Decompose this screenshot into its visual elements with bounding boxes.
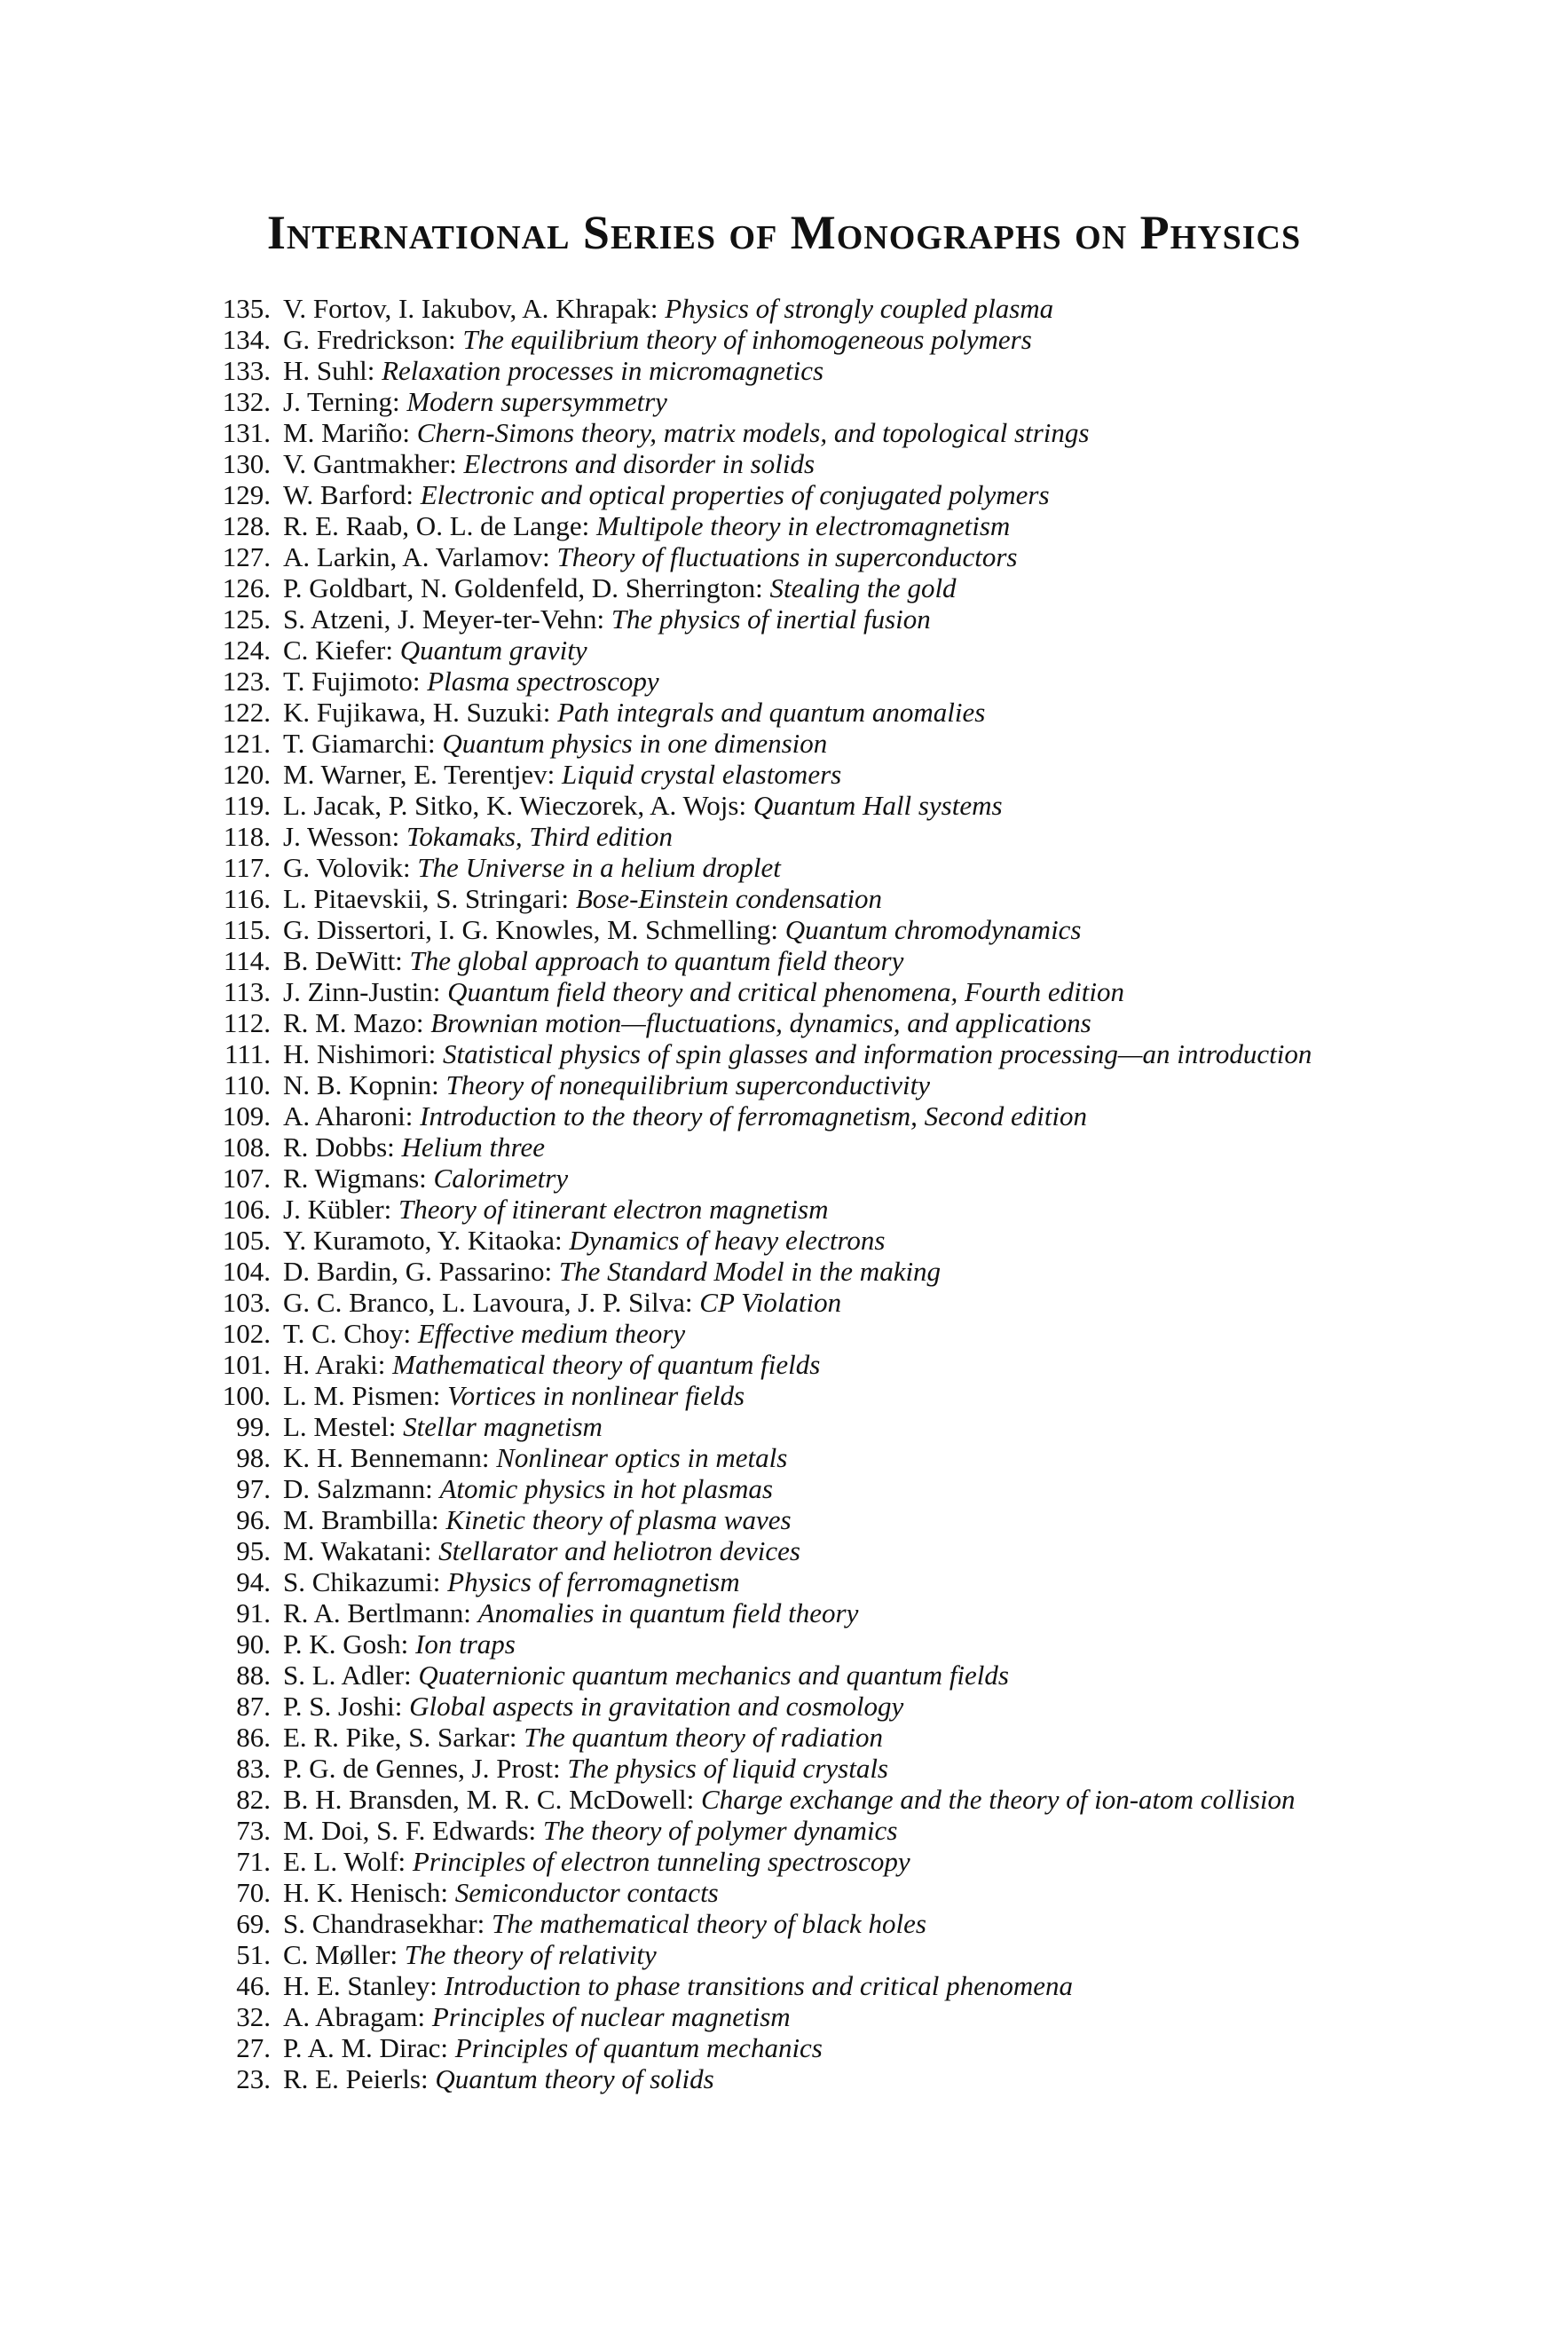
list-item [209, 1131, 1415, 1163]
entry-authors: E. R. Pike, S. Sarkar: [283, 1722, 517, 1753]
entry-authors: R. M. Mazo: [283, 1007, 424, 1038]
entry-number: 112. [223, 1007, 271, 1038]
entry-title: Quantum theory of solids [435, 2063, 714, 2094]
entry-title: The global approach to quantum field theory [409, 945, 904, 976]
entry-title: Stealing the gold [769, 572, 957, 603]
entry-authors: P. G. de Gennes, J. Prost: [283, 1753, 561, 1784]
list-item [209, 541, 1415, 572]
entry-number: 134. [222, 324, 271, 355]
entry-title: Relaxation processes in micromagnetics [382, 355, 824, 386]
entry-authors: G. Fredrickson: [283, 324, 456, 355]
entry-title: Statistical physics of spin glasses and information processing—an introduction [442, 1038, 1312, 1069]
entry-body [283, 883, 1415, 914]
entry-body [283, 2001, 1415, 2032]
entry-body [283, 945, 1415, 976]
list-item [209, 821, 1415, 852]
list-item [209, 603, 1415, 635]
list-item [209, 1100, 1415, 1131]
entry-title: Quantum Hall systems [752, 790, 1003, 821]
entry-number: 131. [222, 417, 271, 448]
entry-number: 83. [236, 1753, 271, 1784]
list-item [209, 1877, 1415, 1908]
list-item [209, 2001, 1415, 2032]
list-item [209, 976, 1415, 1007]
entry-body [283, 1566, 1415, 1597]
entry-body [283, 1473, 1415, 1504]
entry-number: 117. [223, 852, 271, 883]
entry-body [283, 1815, 1415, 1846]
list-item [209, 1628, 1415, 1660]
entry-number: 126. [222, 572, 271, 603]
entry-authors: A. Larkin, A. Varlamov: [283, 541, 550, 572]
entry-number: 115. [223, 914, 271, 945]
entry-authors: D. Salzmann: [283, 1473, 433, 1504]
entry-title: Global aspects in gravitation and cosmology [409, 1691, 904, 1722]
list-item [209, 1194, 1415, 1225]
entry-number: 116. [223, 883, 271, 914]
list-item [209, 666, 1415, 697]
entry-body [283, 759, 1415, 790]
entry-title: Ion traps [415, 1628, 516, 1660]
entry-number: 70. [236, 1877, 271, 1908]
list-item [209, 1287, 1415, 1318]
entry-title: Chern-Simons theory, matrix models, and topological strings [416, 417, 1090, 448]
entry-title: Liquid crystal elastomers [562, 759, 842, 790]
list-item [209, 417, 1415, 448]
entry-body [283, 448, 1415, 479]
list-item [209, 759, 1415, 790]
entry-authors: P. Goldbart, N. Goldenfeld, D. Sherrington: [283, 572, 763, 603]
list-item [209, 572, 1415, 603]
entry-number: 96. [236, 1504, 271, 1535]
entry-body [283, 1660, 1415, 1691]
entry-body [283, 2063, 1415, 2094]
entry-title: Introduction to phase transitions and critical phenomena [444, 1970, 1074, 2001]
list-item [209, 1753, 1415, 1784]
entry-authors: G. Dissertori, I. G. Knowles, M. Schmelling: [283, 914, 778, 945]
entry-body [283, 697, 1415, 728]
entry-number: 132. [222, 386, 271, 417]
entry-authors: S. L. Adler: [283, 1660, 412, 1691]
list-item [209, 1939, 1415, 1970]
list-item [209, 1038, 1415, 1069]
entry-title: Path integrals and quantum anomalies [557, 697, 986, 728]
entry-number: 119. [223, 790, 271, 821]
list-item [209, 1691, 1415, 1722]
entry-title: Modern supersymmetry [406, 386, 667, 417]
entry-number: 27. [236, 2032, 271, 2063]
entry-authors: H. K. Henisch: [283, 1877, 448, 1908]
entry-title: Tokamaks, Third edition [406, 821, 674, 852]
entry-title: Theory of nonequilibrium superconductivity [445, 1069, 931, 1100]
list-item [209, 1784, 1415, 1815]
entry-number: 99. [236, 1411, 271, 1442]
entry-title: CP Violation [699, 1287, 842, 1318]
entry-number: 133. [222, 355, 271, 386]
entry-title: Anomalies in quantum field theory [477, 1597, 859, 1628]
entry-authors: J. Wesson: [283, 821, 400, 852]
entry-title: Stellarator and heliotron devices [438, 1535, 800, 1566]
entry-body [283, 1784, 1415, 1815]
list-item [209, 1908, 1415, 1939]
entry-authors: P. K. Gosh: [283, 1628, 409, 1660]
entry-body [283, 479, 1415, 510]
entry-number: 110. [223, 1069, 271, 1100]
entry-authors: A. Aharoni: [283, 1100, 414, 1131]
entry-title: Physics of ferromagnetism [447, 1566, 740, 1597]
list-item [209, 1597, 1415, 1628]
entry-body [283, 914, 1415, 945]
entry-authors: T. Giamarchi: [283, 728, 436, 759]
list-item [209, 1846, 1415, 1877]
entry-authors: J. Terning: [283, 386, 400, 417]
entry-body [283, 1163, 1415, 1194]
entry-number: 73. [236, 1815, 271, 1846]
entry-number: 94. [236, 1566, 271, 1597]
list-item [209, 448, 1415, 479]
entry-title: Effective medium theory [417, 1318, 686, 1349]
list-item [209, 1442, 1415, 1473]
entry-authors: D. Bardin, G. Passarino: [283, 1256, 553, 1287]
list-item [209, 1815, 1415, 1846]
entry-body [283, 1225, 1415, 1256]
entry-body [283, 1504, 1415, 1535]
entry-body [283, 1970, 1415, 2001]
entry-authors: S. Atzeni, J. Meyer-ter-Vehn: [283, 603, 605, 635]
entry-title: The physics of inertial fusion [611, 603, 931, 635]
entry-title: Semiconductor contacts [454, 1877, 719, 1908]
entry-number: 108. [222, 1131, 271, 1163]
entry-body [283, 324, 1415, 355]
entry-body [283, 1939, 1415, 1970]
entry-number: 128. [222, 510, 271, 541]
entry-number: 46. [236, 1970, 271, 2001]
entry-title: Vortices in nonlinear fields [447, 1380, 745, 1411]
entry-number: 97. [236, 1473, 271, 1504]
entry-authors: P. A. M. Dirac: [283, 2032, 448, 2063]
list-item [209, 790, 1415, 821]
entry-title: The physics of liquid crystals [567, 1753, 888, 1784]
entry-body [283, 1256, 1415, 1287]
entry-title: Helium three [401, 1131, 546, 1163]
entry-authors: T. Fujimoto: [283, 666, 421, 697]
entry-body [283, 666, 1415, 697]
entry-number: 86. [236, 1722, 271, 1753]
list-item [209, 324, 1415, 355]
entry-title: Charge exchange and the theory of ion-atom collision [701, 1784, 1296, 1815]
entry-authors: H. E. Stanley: [283, 1970, 437, 2001]
list-item [209, 1566, 1415, 1597]
list-item [209, 1163, 1415, 1194]
entry-number: 107. [222, 1163, 271, 1194]
entry-body [283, 1349, 1415, 1380]
entry-number: 111. [225, 1038, 271, 1069]
entry-number: 129. [222, 479, 271, 510]
entry-title: Theory of itinerant electron magnetism [398, 1194, 829, 1225]
entry-body [283, 1628, 1415, 1660]
entry-body [283, 541, 1415, 572]
entry-number: 125. [222, 603, 271, 635]
entry-body [283, 635, 1415, 666]
entry-authors: M. Doi, S. F. Edwards: [283, 1815, 537, 1846]
entry-title: Kinetic theory of plasma waves [445, 1504, 792, 1535]
entry-number: 121. [222, 728, 271, 759]
entry-title: Dynamics of heavy electrons [569, 1225, 886, 1256]
entry-number: 104. [222, 1256, 271, 1287]
entry-body [283, 976, 1415, 1007]
entry-title: The quantum theory of radiation [524, 1722, 883, 1753]
entry-authors: J. Kübler: [283, 1194, 392, 1225]
entry-body [283, 1846, 1415, 1877]
entry-authors: H. Nishimori: [283, 1038, 437, 1069]
entry-body [283, 852, 1415, 883]
entry-authors: G. C. Branco, L. Lavoura, J. P. Silva: [283, 1287, 693, 1318]
entry-title: Electronic and optical properties of conjugated polymers [420, 479, 1050, 510]
entry-authors: L. Pitaevskii, S. Stringari: [283, 883, 570, 914]
entry-authors: V. Gantmakher: [283, 448, 457, 479]
list-item [209, 883, 1415, 914]
list-item [209, 510, 1415, 541]
entry-number: 118. [223, 821, 271, 852]
entry-authors: T. C. Choy: [283, 1318, 412, 1349]
entry-authors: B. DeWitt: [283, 945, 403, 976]
entry-title: Principles of electron tunneling spectroscopy [412, 1846, 910, 1877]
entry-number: 98. [236, 1442, 271, 1473]
entry-body [283, 1535, 1415, 1566]
entry-title: Quantum chromodynamics [784, 914, 1082, 945]
entry-title: Brownian motion—fluctuations, dynamics, and applications [430, 1007, 1091, 1038]
list-item [209, 914, 1415, 945]
entry-title: Principles of nuclear magnetism [431, 2001, 791, 2032]
entry-authors: H. Araki: [283, 1349, 386, 1380]
entry-title: Theory of fluctuations in superconductors [556, 541, 1018, 572]
entry-body [283, 2032, 1415, 2063]
entry-authors: N. B. Kopnin: [283, 1069, 439, 1100]
entry-title: Physics of strongly coupled plasma [665, 293, 1054, 324]
entry-body [283, 355, 1415, 386]
list-item [209, 1411, 1415, 1442]
entry-body [283, 1131, 1415, 1163]
entry-title: Plasma spectroscopy [427, 666, 659, 697]
entry-number: 23. [236, 2063, 271, 2094]
entry-title: Principles of quantum mechanics [454, 2032, 823, 2063]
entry-number: 102. [222, 1318, 271, 1349]
entry-authors: M. Mariño: [283, 417, 410, 448]
entry-title: Stellar magnetism [403, 1411, 603, 1442]
entry-body [283, 510, 1415, 541]
list-item [209, 1007, 1415, 1038]
list-item [209, 293, 1415, 324]
entry-authors: A. Abragam: [283, 2001, 426, 2032]
list-item [209, 479, 1415, 510]
entry-body [283, 293, 1415, 324]
entry-authors: L. Jacak, P. Sitko, K. Wieczorek, A. Wojs: [283, 790, 747, 821]
entry-authors: H. Suhl: [283, 355, 375, 386]
entry-title: The theory of polymer dynamics [542, 1815, 898, 1846]
entry-number: 106. [222, 1194, 271, 1225]
entry-body [283, 1380, 1415, 1411]
entry-authors: V. Fortov, I. Iakubov, A. Khrapak: [283, 293, 658, 324]
entry-authors: W. Barford: [283, 479, 414, 510]
entry-authors: L. M. Pismen: [283, 1380, 441, 1411]
entry-authors: M. Warner, E. Terentjev: [283, 759, 555, 790]
entry-number: 91. [236, 1597, 271, 1628]
entry-authors: M. Brambilla: [283, 1504, 439, 1535]
entry-authors: C. Møller: [283, 1939, 398, 1970]
entry-title: Bose-Einstein condensation [575, 883, 883, 914]
list-item [209, 1256, 1415, 1287]
list-item [209, 852, 1415, 883]
entry-title: Multipole theory in electromagnetism [595, 510, 1011, 541]
entry-title: The Standard Model in the making [558, 1256, 942, 1287]
entry-authors: K. Fujikawa, H. Suzuki: [283, 697, 551, 728]
list-item [209, 1722, 1415, 1753]
entry-title: The theory of relativity [404, 1939, 657, 1970]
list-item [209, 2063, 1415, 2094]
list-item [209, 1225, 1415, 1256]
entry-body [283, 1038, 1415, 1069]
entry-title: Introduction to the theory of ferromagnetism, Second edition [420, 1100, 1088, 1131]
entry-body [283, 790, 1415, 821]
entry-authors: E. L. Wolf: [283, 1846, 406, 1877]
entry-body [283, 1411, 1415, 1442]
list-item [209, 1380, 1415, 1411]
list-item [209, 1349, 1415, 1380]
entry-number: 82. [236, 1784, 271, 1815]
entry-title: Atomic physics in hot plasmas [439, 1473, 773, 1504]
page-title: International Series of Monographs on Physics [266, 206, 1302, 260]
entry-title: Nonlinear optics in metals [496, 1442, 788, 1473]
entry-number: 114. [223, 945, 271, 976]
entry-number: 105. [222, 1225, 271, 1256]
list-item [209, 635, 1415, 666]
entry-authors: M. Wakatani: [283, 1535, 432, 1566]
entry-number: 71. [236, 1846, 271, 1877]
list-item [209, 1660, 1415, 1691]
entry-authors: R. Dobbs: [283, 1131, 395, 1163]
entry-title: Calorimetry [433, 1163, 569, 1194]
entry-authors: J. Zinn-Justin: [283, 976, 441, 1007]
entry-body [283, 1069, 1415, 1100]
entry-number: 100. [222, 1380, 271, 1411]
entry-authors: L. Mestel: [283, 1411, 397, 1442]
entry-number: 113. [223, 976, 271, 1007]
list-item [209, 355, 1415, 386]
entry-authors: R. Wigmans: [283, 1163, 427, 1194]
entry-body [283, 728, 1415, 759]
list-item [209, 1970, 1415, 2001]
entry-authors: R. E. Peierls: [283, 2063, 429, 2094]
entry-number: 95. [236, 1535, 271, 1566]
entry-body [283, 1007, 1415, 1038]
entry-body [283, 1194, 1415, 1225]
entry-title: Mathematical theory of quantum fields [392, 1349, 821, 1380]
entry-number: 127. [222, 541, 271, 572]
entry-number: 124. [222, 635, 271, 666]
entry-number: 69. [236, 1908, 271, 1939]
entry-body [283, 1722, 1415, 1753]
entry-number: 32. [236, 2001, 271, 2032]
entry-authors: P. S. Joshi: [283, 1691, 403, 1722]
list-item [209, 1318, 1415, 1349]
entry-title: Quantum gravity [399, 635, 587, 666]
entry-authors: Y. Kuramoto, Y. Kitaoka: [283, 1225, 563, 1256]
entry-body [283, 1100, 1415, 1131]
entry-title: The Universe in a helium droplet [417, 852, 781, 883]
entry-number: 90. [236, 1628, 271, 1660]
entry-number: 120. [222, 759, 271, 790]
entry-body [283, 1877, 1415, 1908]
entry-body [283, 821, 1415, 852]
entry-title: The equilibrium theory of inhomogeneous polymers [462, 324, 1032, 355]
list-item [209, 728, 1415, 759]
entry-body [283, 1287, 1415, 1318]
entry-authors: B. H. Bransden, M. R. C. McDowell: [283, 1784, 695, 1815]
list-item [209, 1473, 1415, 1504]
list-item [209, 1504, 1415, 1535]
entry-body [283, 1597, 1415, 1628]
entry-body [283, 603, 1415, 635]
entry-authors: G. Volovik: [283, 852, 411, 883]
entry-number: 87. [236, 1691, 271, 1722]
entry-body [283, 1691, 1415, 1722]
list-item [209, 386, 1415, 417]
entry-body [283, 386, 1415, 417]
entry-number: 109. [222, 1100, 271, 1131]
entry-authors: S. Chikazumi: [283, 1566, 441, 1597]
entry-authors: K. H. Bennemann: [283, 1442, 490, 1473]
entry-number: 51. [236, 1939, 271, 1970]
entry-number: 103. [222, 1287, 271, 1318]
entry-authors: R. A. Bertlmann: [283, 1597, 471, 1628]
entry-body [283, 417, 1415, 448]
entry-title: Quantum field theory and critical phenomena, Fourth edition [447, 976, 1124, 1007]
entry-title: Quaternionic quantum mechanics and quantum fields [418, 1660, 1009, 1691]
entry-body [283, 1442, 1415, 1473]
entry-authors: R. E. Raab, O. L. de Lange: [283, 510, 590, 541]
entry-title: Electrons and disorder in solids [463, 448, 816, 479]
entry-authors: C. Kiefer: [283, 635, 393, 666]
entry-body [283, 1753, 1415, 1784]
entry-number: 101. [222, 1349, 271, 1380]
entry-number: 88. [236, 1660, 271, 1691]
list-item [209, 945, 1415, 976]
entry-authors: S. Chandrasekhar: [283, 1908, 485, 1939]
monograph-list [209, 293, 1415, 2094]
entry-number: 130. [222, 448, 271, 479]
list-item [209, 2032, 1415, 2063]
entry-body [283, 572, 1415, 603]
entry-number: 123. [222, 666, 271, 697]
entry-body [283, 1908, 1415, 1939]
entry-title: Quantum physics in one dimension [442, 728, 828, 759]
list-item [209, 697, 1415, 728]
entry-number: 135. [222, 293, 271, 324]
list-item [209, 1535, 1415, 1566]
entry-number: 122. [222, 697, 271, 728]
list-item [209, 1069, 1415, 1100]
entry-body [283, 1318, 1415, 1349]
entry-title: The mathematical theory of black holes [492, 1908, 926, 1939]
